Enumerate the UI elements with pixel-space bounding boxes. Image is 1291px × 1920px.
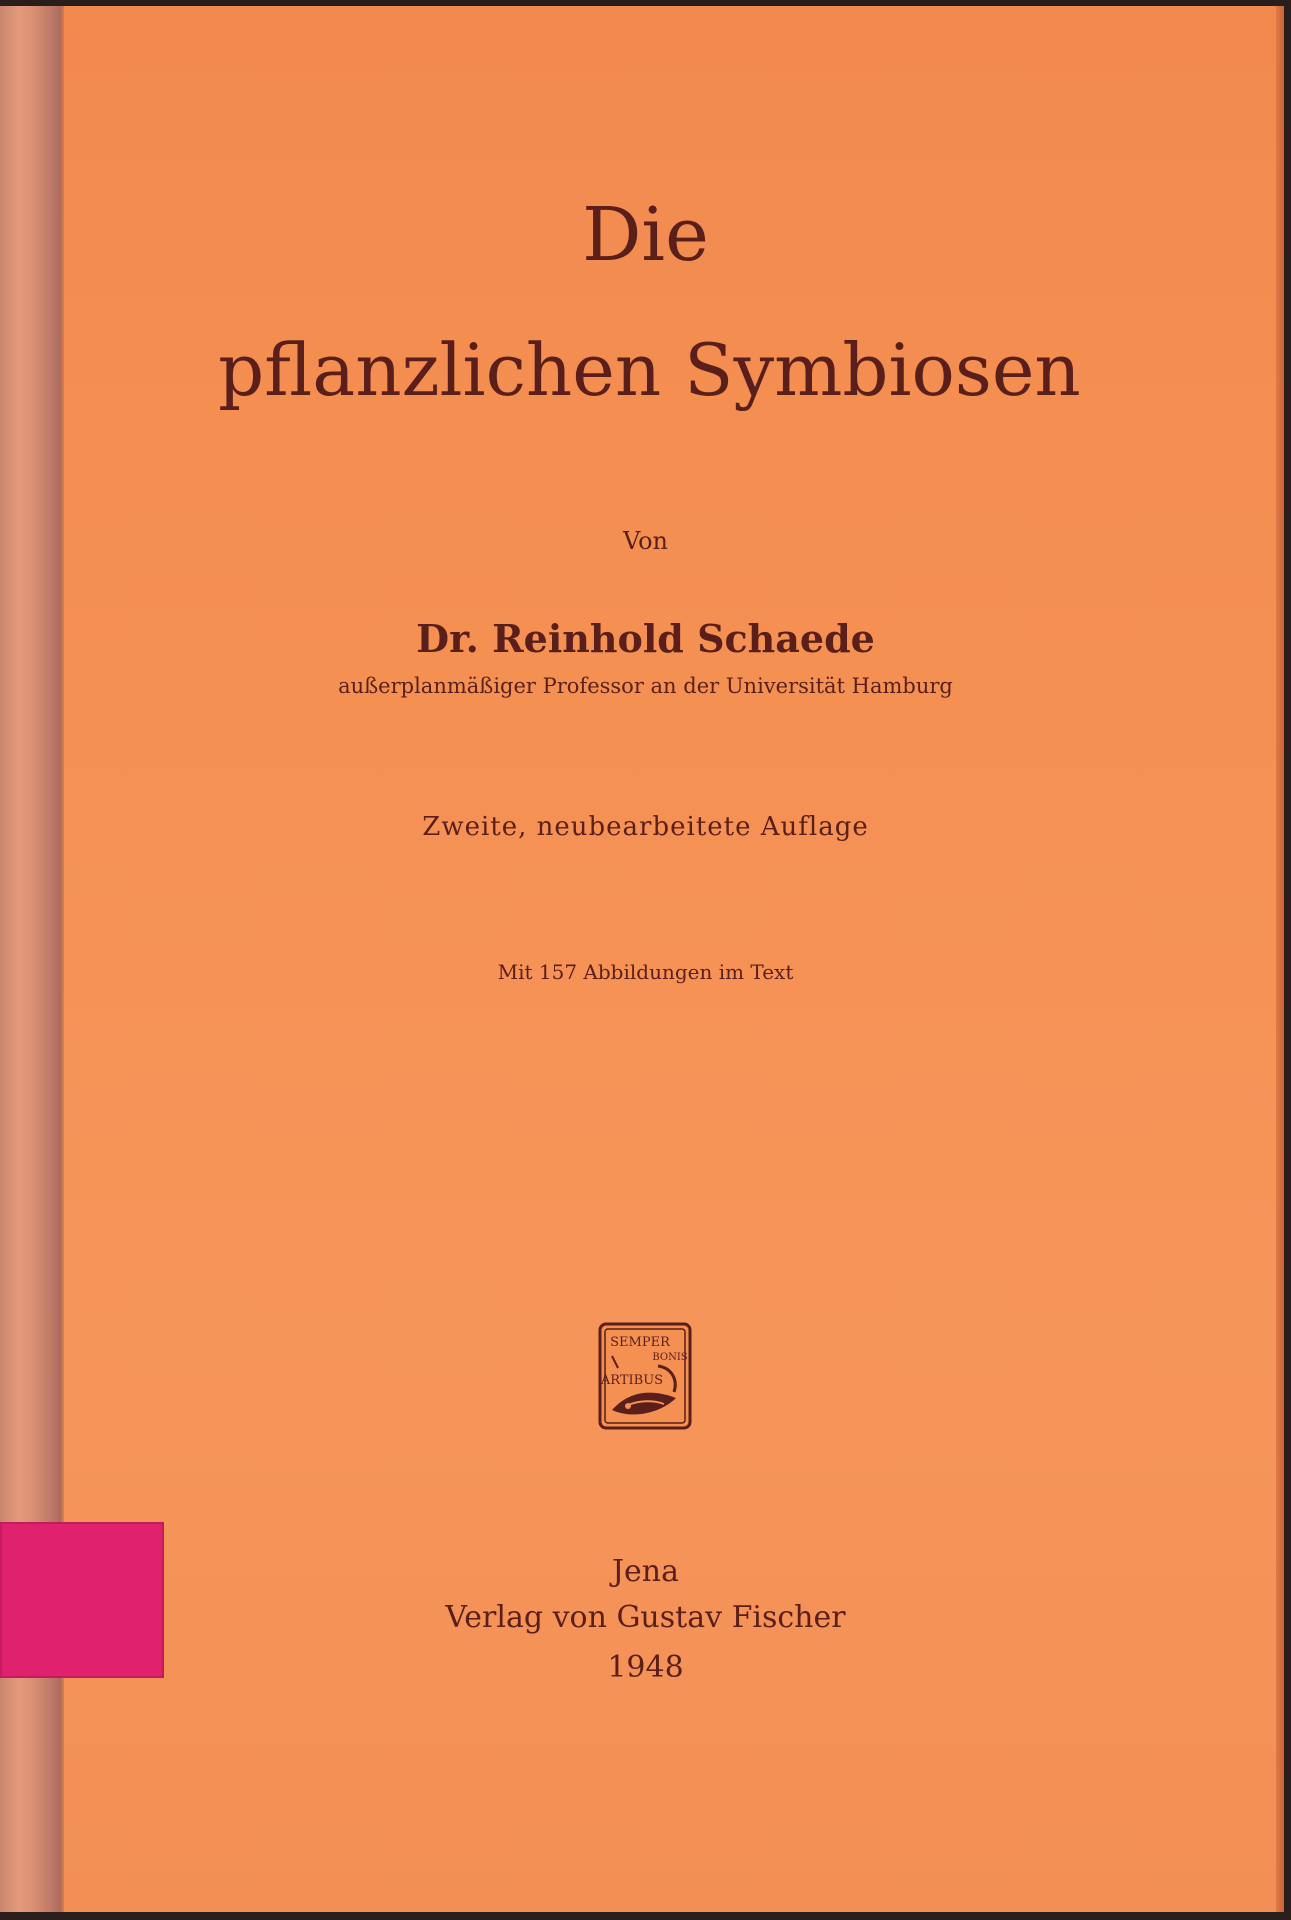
emblem-text-top: SEMPER [610,1335,670,1350]
publisher-name: Verlag von Gustav Fischer [445,1600,846,1635]
by-label: Von [622,527,669,555]
illustrations-note: Mit 157 Abbildungen im Text [497,960,794,984]
publisher-emblem-icon [598,1322,692,1430]
author-name: Dr. Reinhold Schaede [416,616,875,661]
author-affiliation: außerplanmäßiger Professor an der Universität Hamburg [338,674,953,698]
title-line-2: pflanzlichen Symbiosen [218,328,1081,412]
emblem-text-bottom: ARTIBUS [600,1373,664,1388]
emblem-text-right: BONIS [652,1352,688,1363]
edition-statement: Zweite, neubearbeitete Auflage [422,812,869,842]
title-line-1: Die [582,192,709,278]
publication-year: 1948 [607,1650,684,1685]
publisher-city: Jena [612,1554,679,1589]
